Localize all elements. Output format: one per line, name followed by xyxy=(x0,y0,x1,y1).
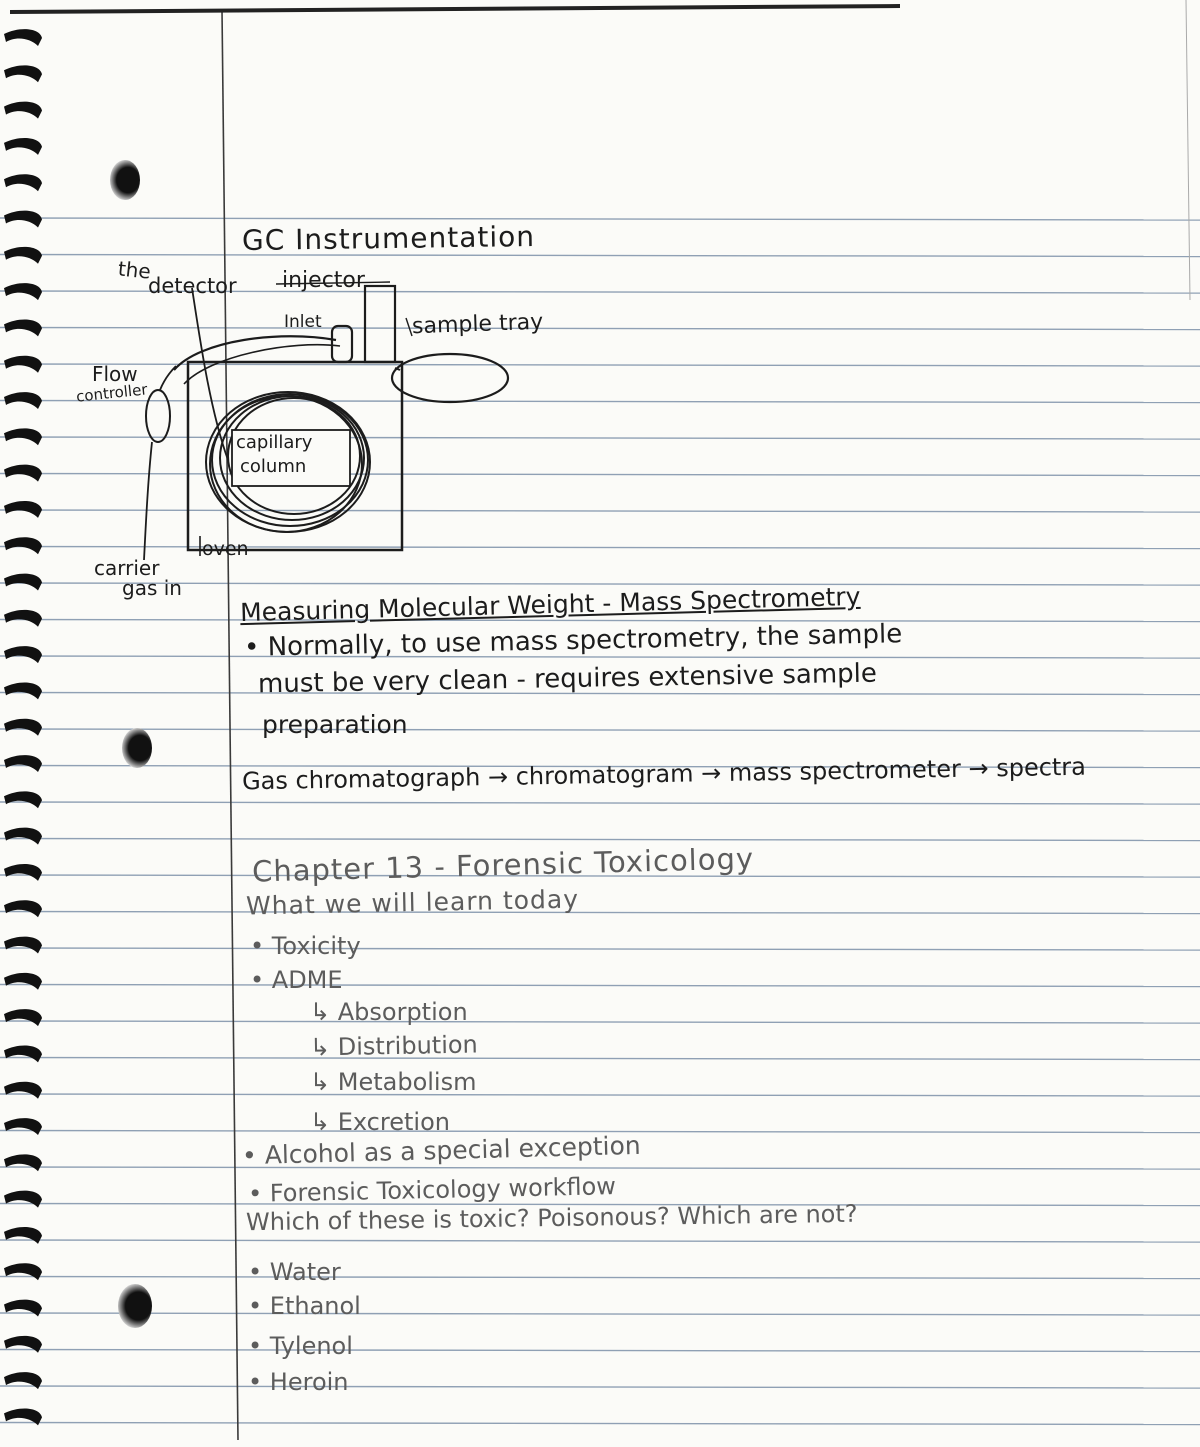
answer-heroin: • Heroin xyxy=(248,1368,349,1396)
spiral-coil xyxy=(4,211,42,228)
spiral-coil xyxy=(4,319,42,336)
label-the: the xyxy=(116,256,152,284)
ruled-line xyxy=(0,985,1200,987)
question: Which of these is toxic? Poisonous? Which are not? xyxy=(245,1199,858,1237)
ms-line-3: preparation xyxy=(262,710,408,739)
answer-tylenol: • Tylenol xyxy=(248,1332,353,1360)
label-detector: detector xyxy=(148,274,237,298)
label-gas-in: gas in xyxy=(122,576,182,600)
spiral-coil xyxy=(4,1154,42,1171)
ruled-line xyxy=(0,1277,1200,1279)
inlet-port xyxy=(332,326,352,362)
carrier-gas-line xyxy=(144,442,152,560)
ruled-line xyxy=(0,1240,1200,1242)
spiral-coil xyxy=(4,283,42,300)
label-capillary: capillary xyxy=(236,432,313,453)
ruled-line xyxy=(0,1386,1200,1388)
ruled-line xyxy=(0,1094,1200,1096)
spiral-coil xyxy=(4,646,42,663)
spiral-coil xyxy=(4,1045,42,1062)
spiral-coil xyxy=(4,900,42,917)
ruled-line xyxy=(0,948,1200,950)
item-alcohol: • Alcohol as a special exception xyxy=(241,1130,642,1171)
punch-hole-bottom xyxy=(118,1284,152,1328)
page-right-edge xyxy=(1186,0,1190,300)
spiral-coil xyxy=(4,828,42,845)
chapter-subheading: What we will learn today xyxy=(245,884,580,921)
margin-line xyxy=(222,10,238,1440)
ruled-line xyxy=(0,839,1200,841)
spiral-coil xyxy=(4,755,42,772)
spiral-coil xyxy=(4,973,42,990)
spiral-coil xyxy=(4,537,42,554)
chapter-heading: Chapter 13 - Forensic Toxicology xyxy=(251,841,755,889)
spiral-coil xyxy=(4,1300,42,1317)
label-flow: Flow xyxy=(92,362,138,386)
spiral-coil xyxy=(4,864,42,881)
label-oven: oven xyxy=(202,538,249,560)
ruled-line xyxy=(0,620,1200,622)
spiral-coil xyxy=(4,1336,42,1353)
label-inlet: Inlet xyxy=(284,312,322,332)
label-carrier: carrier xyxy=(94,556,160,580)
ms-flow: Gas chromatograph → chromatogram → mass spectrometer → spectra xyxy=(241,752,1087,796)
item-distribution: ↳ Distribution xyxy=(309,1030,478,1062)
flow-controller xyxy=(146,390,170,442)
diagram-title: GC Instrumentation xyxy=(241,219,536,258)
punch-hole-middle xyxy=(122,728,152,768)
spiral-coil xyxy=(4,610,42,627)
spiral-coil xyxy=(4,1191,42,1208)
ruled-line xyxy=(0,656,1200,658)
spiral-coil xyxy=(4,1009,42,1026)
ruled-line xyxy=(0,729,1200,731)
item-metabolism: ↳ Metabolism xyxy=(310,1068,477,1096)
ruled-line xyxy=(0,1058,1200,1060)
ruled-line xyxy=(0,1167,1200,1169)
spiral-coil xyxy=(4,1118,42,1135)
ms-line-2: must be very clean - requires extensive sample xyxy=(257,658,878,700)
spiral-coil xyxy=(4,574,42,591)
ruled-line xyxy=(0,218,1200,220)
spiral-coil xyxy=(4,1227,42,1244)
spiral-coil xyxy=(4,428,42,445)
ruled-line xyxy=(0,912,1200,914)
spiral-coil xyxy=(4,102,42,119)
column-tubing xyxy=(174,336,336,370)
item-toxicity: • Toxicity xyxy=(250,932,361,960)
spiral-coil xyxy=(4,1082,42,1099)
spiral-coil xyxy=(4,247,42,264)
spiral-coil xyxy=(4,791,42,808)
label-injector: injector xyxy=(282,268,365,293)
spiral-coil xyxy=(4,937,42,954)
label-column: column xyxy=(240,456,307,477)
label-controller: controller xyxy=(75,380,149,406)
spiral-coil xyxy=(4,29,42,46)
ruled-line xyxy=(0,802,1200,804)
item-excretion: ↳ Excretion xyxy=(310,1108,450,1136)
punch-hole-top xyxy=(110,160,140,200)
ms-heading: Measuring Molecular Weight - Mass Spectrometry xyxy=(239,581,861,628)
ruled-line xyxy=(0,1423,1200,1425)
ms-line-1: • Normally, to use mass spectrometry, the sample xyxy=(243,619,903,663)
spiral-coil xyxy=(4,356,42,373)
gc-diagram-drawing xyxy=(60,260,580,590)
answer-ethanol: • Ethanol xyxy=(248,1292,361,1320)
spiral-coil xyxy=(4,501,42,518)
page-top-edge xyxy=(10,6,900,12)
ruled-line xyxy=(0,1021,1200,1023)
spiral-coil xyxy=(4,682,42,699)
label-sample-tray: sample tray xyxy=(411,309,544,340)
ruled-line xyxy=(0,1350,1200,1352)
item-absorption: ↳ Absorption xyxy=(310,998,468,1026)
spiral-coil xyxy=(4,719,42,736)
sample-tray-loop xyxy=(392,354,508,402)
spiral-coil xyxy=(4,392,42,409)
spiral-coil xyxy=(4,65,42,82)
answer-water: • Water xyxy=(248,1258,341,1286)
injector-tower xyxy=(365,286,395,362)
spiral-coil xyxy=(4,174,42,191)
spiral-coil xyxy=(4,1263,42,1280)
spiral-coil xyxy=(4,138,42,155)
item-workflow: • Forensic Toxicology workflow xyxy=(247,1172,617,1208)
item-adme: • ADME xyxy=(250,966,343,994)
ruled-line xyxy=(0,1313,1200,1315)
spiral-coil xyxy=(4,465,42,482)
ruled-line xyxy=(0,255,1200,257)
